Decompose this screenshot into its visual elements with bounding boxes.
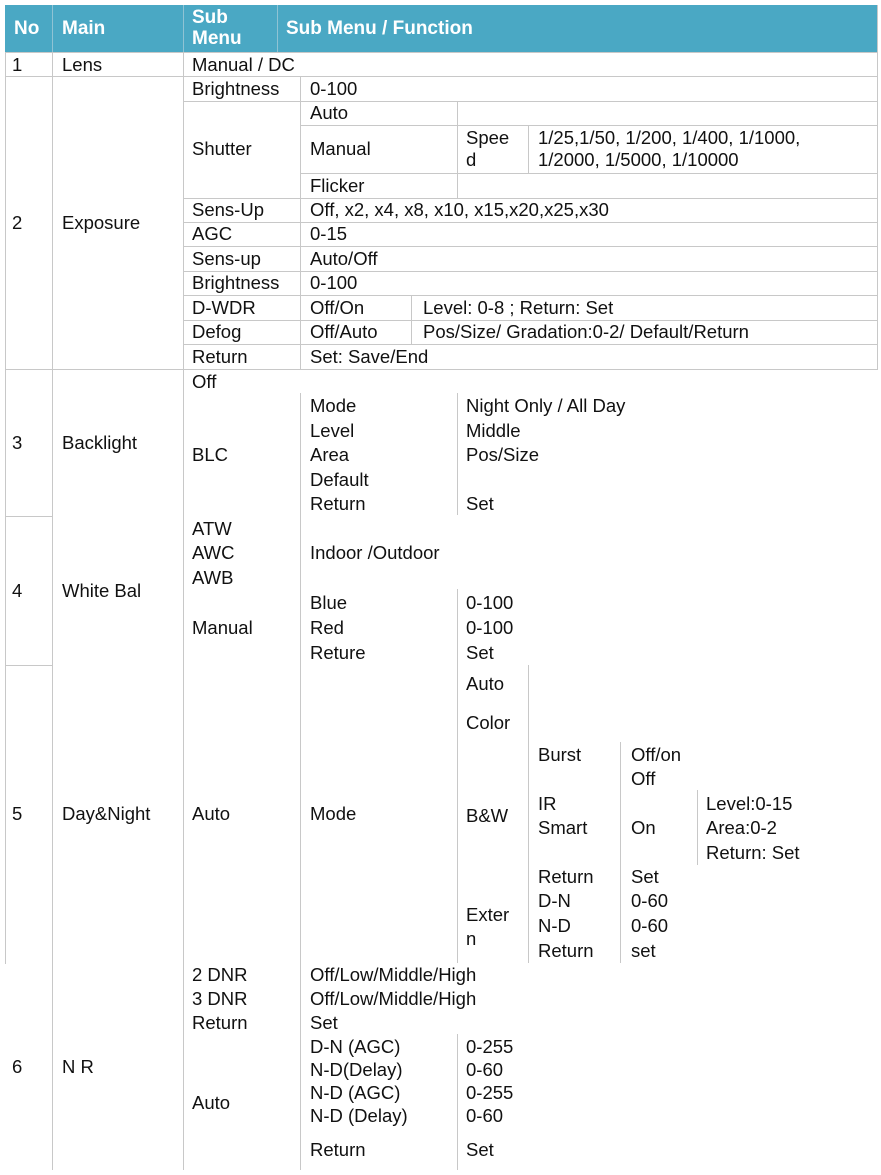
shutter-speed-label-2: d [466, 149, 477, 170]
wb-awc: AWC [192, 542, 235, 563]
dwdr-label: D-WDR [192, 297, 256, 318]
agc-label: AGC [192, 223, 233, 244]
dn-ext-value: 0-60 [631, 890, 669, 911]
nr-auto-value: 0-60 [466, 1059, 504, 1080]
table-header [5, 5, 877, 52]
dn-burst-value: Off/on [631, 744, 682, 765]
header-divider [52, 5, 53, 52]
dn-ir-smart-2: Smart [538, 817, 588, 838]
blc-item-label: Area [310, 444, 350, 465]
dn-bw-return: Return [538, 866, 594, 887]
row-main: N R [62, 1056, 94, 1077]
nr-dnr2-value: Off/Low/Middle/High [310, 964, 477, 985]
wb-item-value: 0-100 [466, 592, 514, 613]
header-main: Main [62, 18, 106, 39]
wb-atw: ATW [192, 518, 232, 539]
nr-auto: Auto [192, 1092, 231, 1113]
dn-ext-value: 0-60 [631, 915, 669, 936]
dn-bw: B&W [466, 805, 509, 826]
header-no: No [14, 18, 40, 39]
wb-item-value: 0-100 [466, 617, 514, 638]
nr-auto-value: 0-60 [466, 1105, 504, 1126]
dn-auto: Auto [466, 673, 505, 694]
sens-up2-label: Sens-up [192, 248, 261, 269]
nr-dnr2-label: 2 DNR [192, 964, 248, 985]
blc-item-value: Set [466, 493, 494, 514]
return-label: Return [192, 346, 248, 367]
wb-item-label: Blue [310, 592, 348, 613]
shutter-manual: Manual [310, 138, 371, 159]
defog-label: Defog [192, 321, 242, 342]
dn-ir-smart: IR [538, 793, 557, 814]
dn-sub: Auto [192, 803, 231, 824]
row-main: Day&Night [62, 803, 151, 824]
dn-ext-label: D-N [538, 890, 571, 911]
wb-item-value: Set [466, 642, 494, 663]
shutter-speed-label: Spee [466, 127, 510, 148]
header-sub-menu-line2: Menu [192, 28, 242, 49]
dn-ir-on: On [631, 817, 656, 838]
shutter-auto: Auto [310, 102, 349, 123]
dn-mode: Mode [310, 803, 357, 824]
nr-auto-value: Set [466, 1139, 494, 1160]
dn-burst: Burst [538, 744, 582, 765]
brightness-value: 0-100 [310, 78, 358, 99]
blc-item-value: Night Only / All Day [466, 395, 626, 416]
wb-item-label: Red [310, 617, 344, 638]
wb-item-label: Reture [310, 642, 366, 663]
dwdr-detail: Level: 0-8 ; Return: Set [423, 297, 614, 318]
dn-extern-2: n [466, 928, 477, 949]
dn-extern: Exter [466, 904, 510, 925]
backlight-blc: BLC [192, 444, 228, 465]
header-divider [277, 5, 278, 52]
dn-color: Color [466, 712, 511, 733]
nr-auto-value: 0-255 [466, 1082, 514, 1103]
nr-return-value: Set [310, 1012, 338, 1033]
shutter-speed-values-2: 1/2000, 1/5000, 1/10000 [538, 149, 739, 170]
blc-item-value: Pos/Size [466, 444, 540, 465]
wb-indoor-outdoor: Indoor /Outdoor [310, 542, 440, 563]
dwdr-value: Off/On [310, 297, 365, 318]
header-divider [183, 5, 184, 52]
row-main: Backlight [62, 432, 138, 453]
nr-return-label: Return [192, 1012, 248, 1033]
dn-ext-label: Return [538, 940, 594, 961]
row-main: Lens [62, 54, 103, 75]
dn-ir-return: Return: Set [706, 842, 800, 863]
nr-auto-label: D-N (AGC) [310, 1036, 401, 1057]
row-main: Exposure [62, 212, 141, 233]
shutter-flicker: Flicker [310, 175, 365, 196]
nr-auto-label: N-D (Delay) [310, 1105, 408, 1126]
row-no: 5 [12, 803, 23, 824]
nr-dnr3-label: 3 DNR [192, 988, 248, 1009]
sens-up2-value: Auto/Off [310, 248, 378, 269]
row-no: 3 [12, 432, 23, 453]
dn-bw-return-value: Set [631, 866, 659, 887]
brightness-label: Brightness [192, 78, 280, 99]
nr-auto-label: N-D (AGC) [310, 1082, 401, 1103]
agc-value: 0-15 [310, 223, 348, 244]
dn-ir-area: Area:0-2 [706, 817, 777, 838]
dn-ext-label: N-D [538, 915, 571, 936]
sens-up-label: Sens-Up [192, 199, 264, 220]
wb-awb: AWB [192, 567, 234, 588]
defog-detail: Pos/Size/ Gradation:0-2/ Default/Return [423, 321, 749, 342]
blc-item-label: Level [310, 420, 355, 441]
row-no: 6 [12, 1056, 23, 1077]
shutter-label: Shutter [192, 138, 252, 159]
brightness2-label: Brightness [192, 272, 280, 293]
sens-up-value: Off, x2, x4, x8, x10, x15,x20,x25,x30 [310, 199, 609, 220]
defog-value: Off/Auto [310, 321, 378, 342]
dn-ext-value: set [631, 940, 656, 961]
nr-auto-label: Return [310, 1139, 366, 1160]
row-no: 2 [12, 212, 23, 233]
dn-ir-level: Level:0-15 [706, 793, 793, 814]
return-value: Set: Save/End [310, 346, 429, 367]
blc-item-label: Return [310, 493, 366, 514]
brightness2-value: 0-100 [310, 272, 358, 293]
nr-auto-value: 0-255 [466, 1036, 514, 1057]
row-no: 4 [12, 580, 23, 601]
nr-dnr3-value: Off/Low/Middle/High [310, 988, 477, 1009]
dn-burst-value-2: Off [631, 768, 656, 789]
blc-item-label: Mode [310, 395, 357, 416]
wb-manual: Manual [192, 617, 253, 638]
backlight-off: Off [192, 371, 217, 392]
blc-item-label: Default [310, 469, 369, 490]
blc-item-value: Middle [466, 420, 521, 441]
nr-auto-label: N-D(Delay) [310, 1059, 403, 1080]
header-function: Sub Menu / Function [286, 18, 473, 39]
row-no: 1 [12, 54, 23, 75]
header-sub-menu-line1: Sub [192, 7, 228, 28]
shutter-speed-values: 1/25,1/50, 1/200, 1/400, 1/1000, [538, 127, 801, 148]
row-main: White Bal [62, 580, 142, 601]
row-value: Manual / DC [192, 54, 295, 75]
